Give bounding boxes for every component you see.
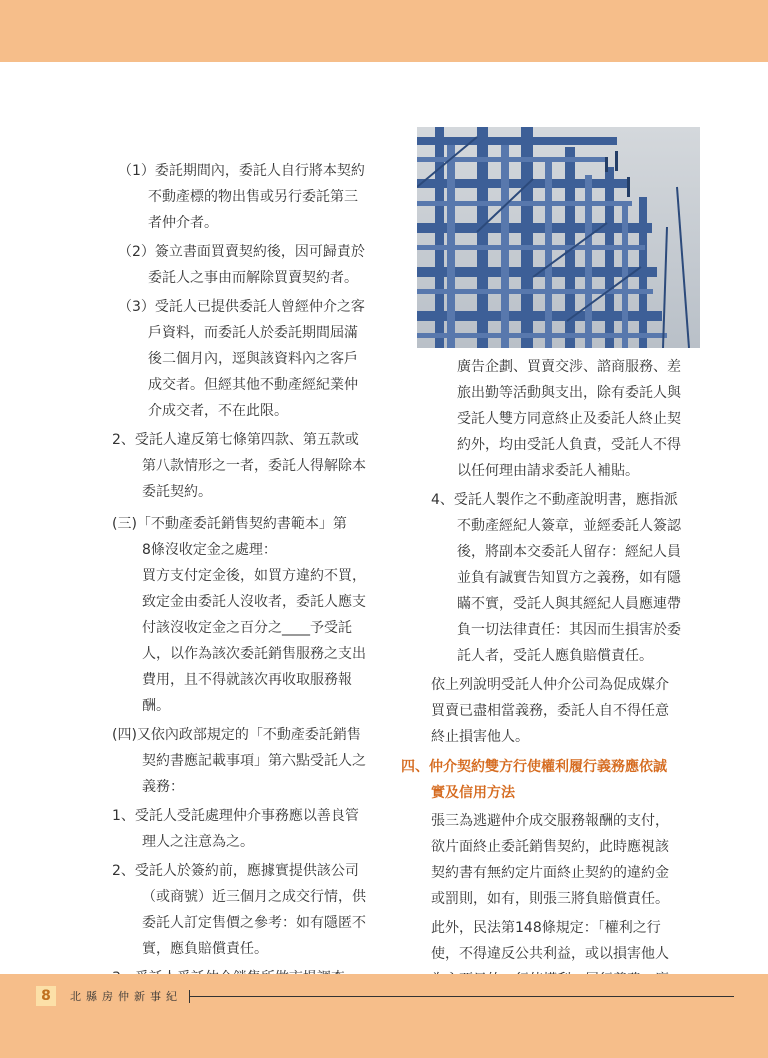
clause-3-block — [112, 294, 394, 424]
footer — [36, 985, 768, 1007]
text-line: 託人者，受託人應負賠償責任。 — [457, 648, 653, 664]
publication-title: 北縣房仲新事紀 — [70, 990, 182, 1003]
text-line: 實，應負賠償責任。 — [142, 941, 268, 957]
text-line: 4、受託人製作之不動產說明書，應指派 — [431, 492, 678, 508]
text-line: 致定金由委託人沒收者，委託人應支 — [142, 594, 366, 610]
text-line: 2、受託人違反第七條第四款、第五款或 — [112, 432, 359, 448]
text-line: 以任何理由請求委託人補貼。 — [457, 463, 639, 479]
text-line: 不動產經紀人簽章，並經委託人簽認 — [457, 518, 681, 534]
text-line: 義務： — [142, 779, 184, 795]
text-line: 2、受託人於簽約前，應據實提供該公司 — [112, 863, 359, 879]
text-line: 8條沒收定金之處理： — [142, 542, 277, 558]
text-line: 委託人之事由而解除買賣契約者。 — [148, 270, 358, 286]
text-line: 費用，且不得就該次再收取服務報 — [142, 672, 352, 688]
duty-1-block — [112, 803, 394, 855]
text-line: 此外，民法第148條規定：「權利之行 — [431, 920, 661, 936]
text-line: 終止損害他人。 — [431, 729, 529, 745]
text-line: 受託人雙方同意終止及委託人終止契 — [457, 411, 681, 427]
text-line: 第八款情形之一者，委託人得解除本 — [142, 458, 366, 474]
text-line: 1、受託人受託處理仲介事務應以善良管 — [112, 808, 359, 824]
text-line: 負一切法律責任：其因而生損害於委 — [457, 622, 681, 638]
text-line: 契約書有無約定片面終止契約的違約金 — [431, 865, 669, 881]
steel-frame-illustration — [417, 127, 700, 348]
text-line: 後，將副本交委託人留存：經紀人員 — [457, 544, 681, 560]
text-line: 旅出勤等活動與支出，除有委託人與 — [457, 385, 681, 401]
text-line: （1）委託期間內，委託人自行將本契約 — [118, 163, 365, 179]
text-line: 成交者。但經其他不動產經紀業仲 — [148, 377, 358, 393]
section-4-block — [112, 722, 394, 800]
section-heading — [401, 754, 701, 806]
text-line: （或商號）近三個月之成交行情，供 — [142, 889, 366, 905]
footer-rule — [190, 996, 734, 997]
left-column — [112, 158, 394, 991]
text-line: 委託契約。 — [142, 484, 212, 500]
duty-4-block — [401, 487, 701, 669]
text-line: 介成交者，不在此限。 — [148, 403, 288, 419]
text-line: 酬。 — [142, 698, 170, 714]
text-line: 約外，均由受託人負責，受託人不得 — [457, 437, 681, 453]
clause-1-block — [112, 158, 394, 236]
text-line: （3）受託人已提供委託人曾經仲介之客 — [118, 299, 365, 315]
text-line: 廣告企劃、買賣交涉、諮商服務、差 — [457, 359, 681, 375]
steel-frame-building-photo — [417, 127, 700, 348]
text-line: 者仲介者。 — [148, 215, 218, 231]
text-line: 使，不得違反公共利益，或以損害他人 — [431, 946, 669, 962]
right-column — [401, 354, 701, 993]
text-line: （2）簽立書面買賣契約後，因可歸責於 — [118, 244, 365, 260]
duty-3-continued-block — [401, 354, 701, 484]
text-line: (四)又依內政部規定的「不動產委託銷售 — [112, 727, 361, 743]
text-line: 張三為逃避仲介成交服務報酬的支付， — [431, 813, 669, 829]
clause-2-block — [112, 239, 394, 291]
page-number: 8 — [36, 986, 56, 1006]
text-line: 戶資料，而委託人於委託期間屆滿 — [148, 325, 358, 341]
text-line: 買方支付定金後，如買方違約不買， — [142, 568, 366, 584]
text-line: 依上列說明受託人仲介公司為促成媒介 — [431, 677, 669, 693]
text-line: 人，以作為該次委託銷售服務之支出 — [142, 646, 366, 662]
text-line: 後二個月內，逕與該資料內之客戶 — [148, 351, 358, 367]
text-line: 或罰則，如有，則張三將負賠償責任。 — [431, 891, 669, 907]
heading-line: 四、仲介契約雙方行使權利履行義務應依誠 — [401, 759, 667, 775]
text-line: 理人之注意為之。 — [142, 834, 254, 850]
section-3-block — [112, 511, 394, 719]
header-band — [0, 0, 768, 62]
text-line: 不動產標的物出售或另行委託第三 — [148, 189, 358, 205]
text-line: 買賣已盡相當義務，委託人自不得任意 — [431, 703, 669, 719]
duty-2-block — [112, 858, 394, 962]
item-2-block — [112, 427, 394, 505]
text-line: (三)「不動產委託銷售契約書範本」第 — [112, 516, 347, 532]
text-line: 付該沒收定金之百分之____予受託 — [142, 620, 352, 636]
heading-line: 實及信用方法 — [431, 785, 515, 801]
text-line: 契約書應記載事項」第六點受託人之 — [142, 753, 366, 769]
text-line: 並負有誠實告知買方之義務，如有隱 — [457, 570, 681, 586]
summary-paragraph — [401, 672, 701, 750]
text-line: 欲片面終止委託銷售契約，此時應視該 — [431, 839, 669, 855]
case-paragraph — [401, 808, 701, 912]
text-line: 委託人訂定售價之參考：如有隱匿不 — [142, 915, 366, 931]
text-line: 瞞不實，受託人與其經紀人員應連帶 — [457, 596, 681, 612]
